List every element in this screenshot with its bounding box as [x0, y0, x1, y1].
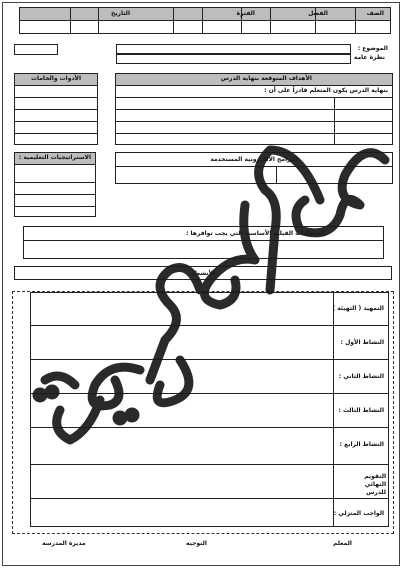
tools-title: الأدوات والخامات	[30, 75, 82, 82]
time-field[interactable]	[14, 44, 58, 55]
overview-label: نظرة عامة	[353, 54, 385, 61]
activity-row-label: النشاط الرابع :	[339, 441, 384, 448]
activities-title-bar	[14, 266, 392, 280]
grade-label: الصف	[366, 10, 384, 17]
period-label: الفترة	[236, 10, 255, 17]
topic-label: الموضوع :	[357, 45, 388, 52]
strategies-table	[14, 152, 96, 217]
activity-row-label: التمهيد ( التهيئة )	[332, 305, 384, 312]
activity-row-label: التقويم النهائي للدرس	[364, 473, 386, 496]
activities-table	[30, 292, 389, 527]
activity-row-label: النشاط الثالث :	[338, 407, 384, 414]
activity-row-label: الواجب المنزلي :	[333, 510, 384, 517]
prerequisites-title: المتطلبات القبلية الأساسية التي يجب توافرها :	[186, 230, 325, 237]
overview-field[interactable]	[116, 54, 351, 64]
prerequisites-table	[23, 226, 384, 259]
activity-row-label: النشاط الثاني :	[338, 373, 384, 380]
eprograms-title: البرامج الالكترونية المستخدمة	[210, 156, 298, 163]
date-label: التاريخ	[110, 10, 130, 17]
header-labels-row	[20, 8, 390, 20]
activity-row-label: النشاط الأول :	[340, 339, 384, 346]
activities-title: الأنشطة	[190, 270, 216, 277]
class-label: الفصل	[308, 10, 328, 17]
tools-table	[14, 73, 98, 145]
strategies-title: الاستراتيجيات التعليمية :	[18, 154, 92, 161]
principal-signature-label: مديرة المدرسة	[42, 540, 86, 547]
objectives-table	[115, 73, 393, 145]
objectives-subtitle: بنهاية الدرس يكون المتعلم قادراً على أن :	[264, 87, 388, 94]
teacher-signature-label: المعلم	[333, 540, 352, 547]
topic-field[interactable]	[116, 44, 351, 54]
eprograms-table	[115, 152, 393, 184]
supervisor-signature-label: التوجيه	[186, 540, 207, 547]
header-table	[19, 7, 391, 34]
objectives-title: الأهداف المتوقعة بنهاية الدرس	[220, 75, 312, 82]
